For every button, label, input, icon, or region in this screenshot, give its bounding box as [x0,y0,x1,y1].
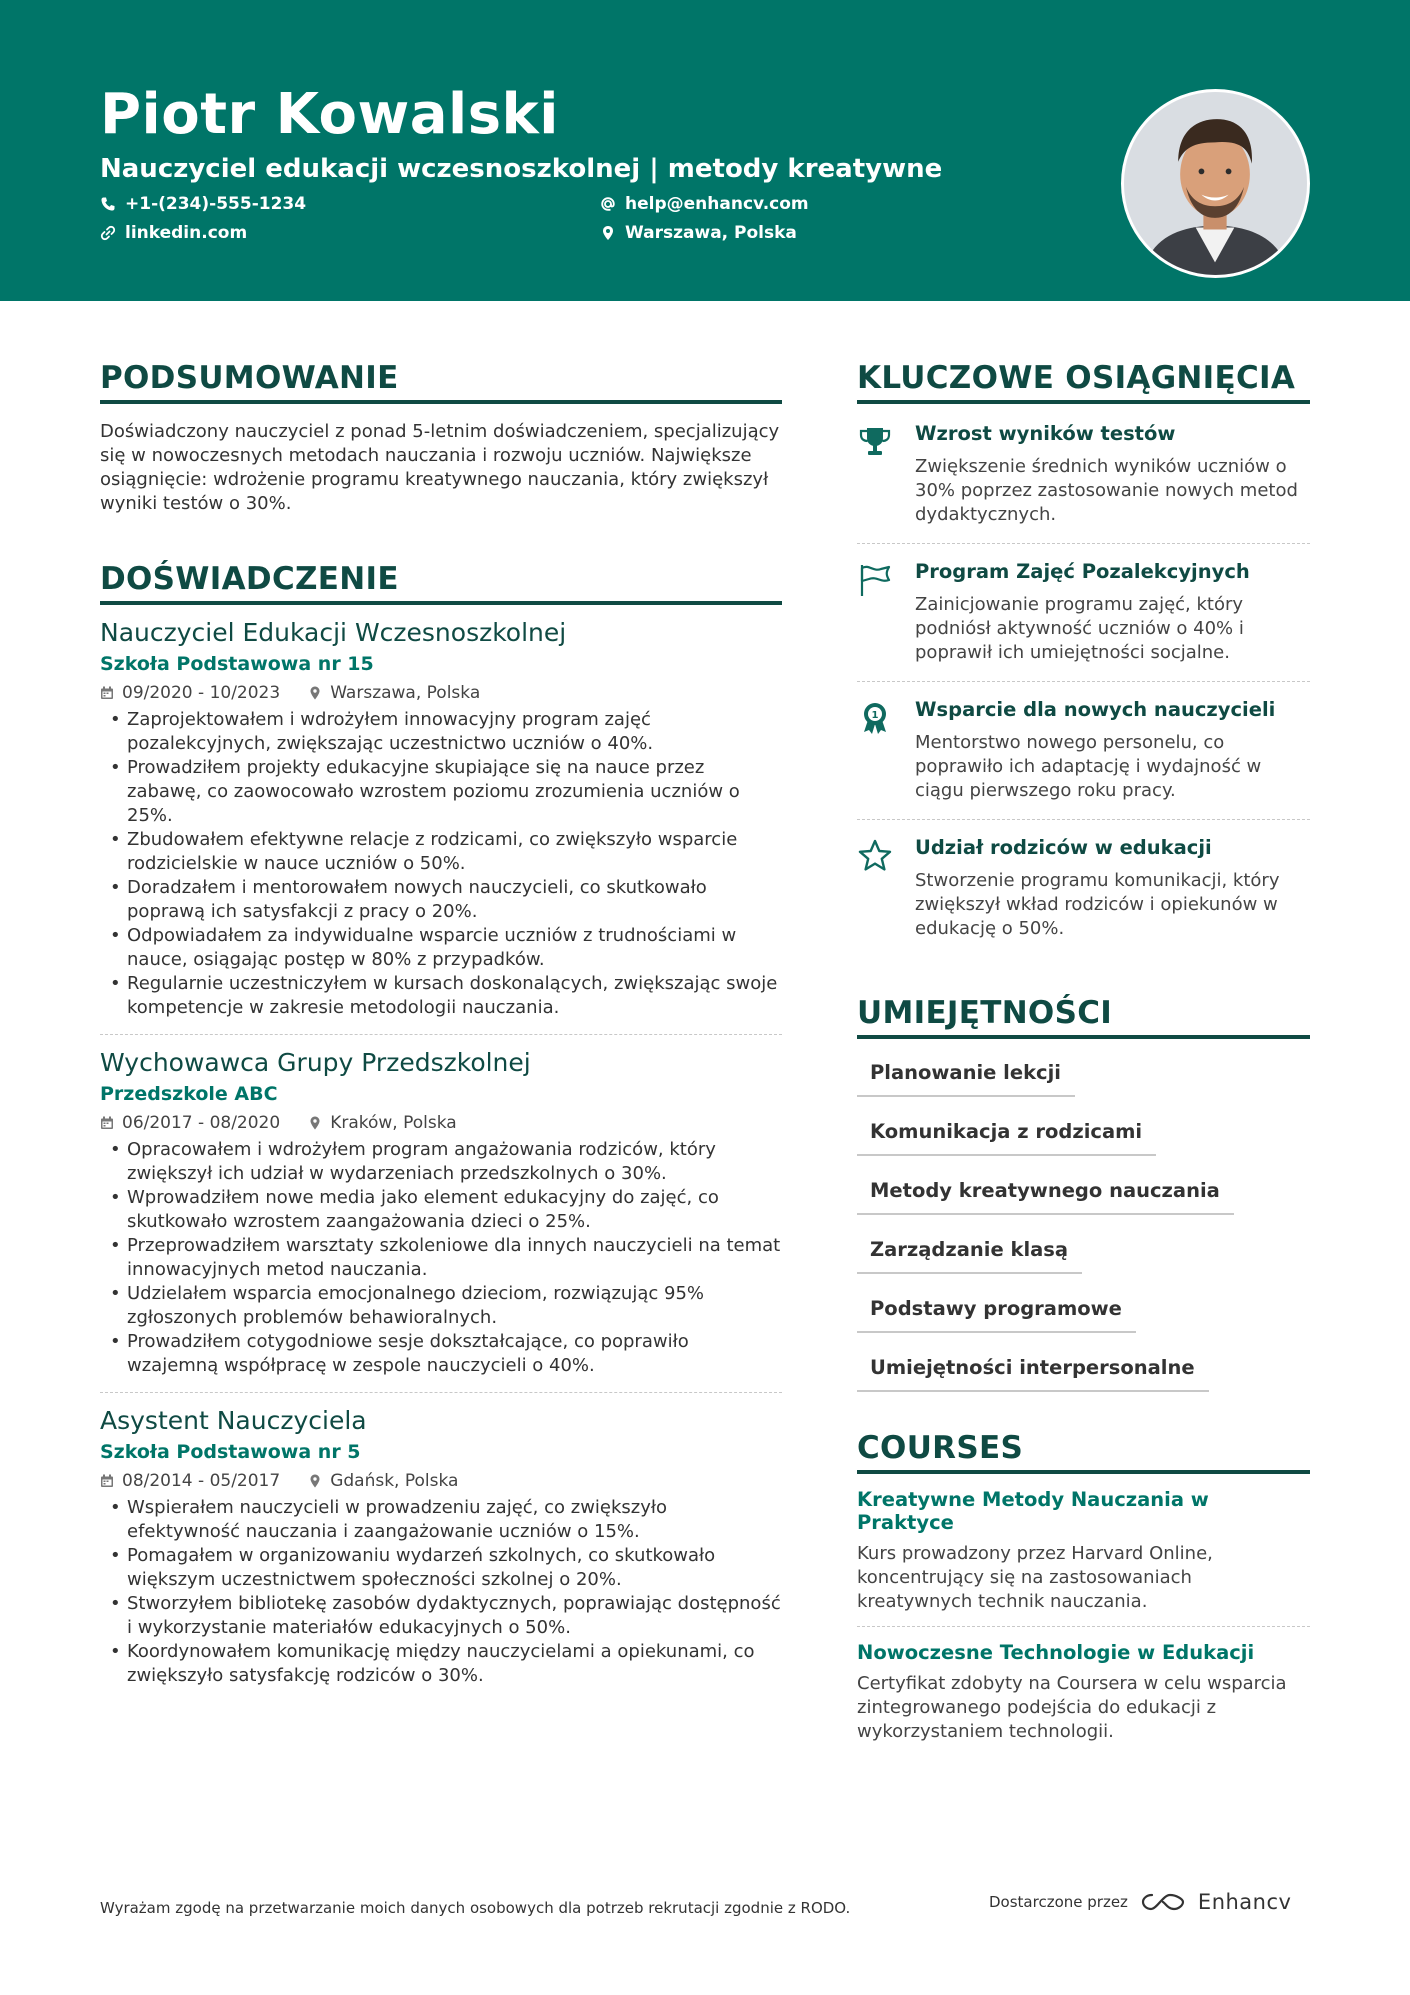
job-location-text: Warszawa, Polska [330,683,481,703]
enhancv-logo-icon [1140,1891,1186,1913]
bullet-item: • Regularnie uczestniczyłem w kursach doskonalących, zwiększając swoje kompetencje w zakresie metodologii nauczania. [100,972,782,1020]
bullet-item: • Przeprowadziłem warsztaty szkoleniowe dla innych nauczycieli na temat innowacyjnych metod nauczania. [100,1234,782,1282]
achievement-desc: Zwiększenie średnich wyników uczniów o 30% poprzez zastosowanie nowych metod dydaktycznych. [915,456,1298,525]
job-dates: 06/2017 - 08/2020 [122,1113,281,1133]
skill-tag: Metody kreatywnego nauczania [857,1171,1234,1215]
brand-name: Enhancv [1197,1890,1292,1914]
achievement-item [857,404,1310,543]
summary-text: Doświadczony nauczyciel z ponad 5-letnim doświadczeniem, specjalizujący się w nowoczesnych metodach nauczania i rozwoju uczniów. Największe osiągnięcie: wdrożenie programu kreatywnego nauczania, który zwiększył wyniki testów o 30%. [100,421,780,514]
job-bullets [100,1138,782,1378]
achievement-title: Program Zajęć Pozalekcyjnych [915,560,1250,583]
achievement-title: Wzrost wyników testów [915,422,1176,445]
powered-by[interactable] [989,1890,1291,1914]
link-icon [100,225,116,241]
bullet-item: • Prowadziłem cotygodniowe sesje dokształcające, co poprawiło wzajemną współpracę w zespole nauczycieli o 40%. [100,1330,782,1378]
bullet-item: • Stworzyłem bibliotekę zasobów dydaktycznych, poprawiając dostępność i wykorzystanie materiałów edukacyjnych o 50%. [100,1592,782,1640]
course-desc: Kurs prowadzony przez Harvard Online, koncentrujący się na zastosowaniach kreatywnych technik nauczania. [857,1543,1213,1612]
header [0,0,1410,301]
achievement-item [857,819,1310,957]
job-location [308,683,480,703]
achievement-icon-wrap [857,422,915,527]
left-column [100,360,782,1702]
bullet-item: • Odpowiadałem za indywidualne wsparcie uczniów z trudnościami w nauce, osiągając postęp w 80% z przypadków. [100,924,782,972]
contact-phone[interactable] [100,194,306,214]
award-icon [857,700,893,736]
bullet-item: • Zbudowałem efektywne relacje z rodzicami, co zwiększyło wsparcie rodzicielskie w nauce uczniów o 50%. [100,828,782,876]
calendar-icon [100,686,114,700]
bullet-item: • Doradzałem i mentorowałem nowych nauczycieli, co skutkowało poprawą ich satysfakcji z pracy o 20%. [100,876,782,924]
email-text: help@enhancv.com [625,194,809,214]
skills-heading: UMIEJĘTNOŚCI [857,995,1310,1039]
phone-icon [100,196,116,212]
job-bullets [100,1496,782,1688]
achievement-item [857,543,1310,681]
company-name: Szkoła Podstawowa nr 5 [100,1441,361,1463]
courses-heading: COURSES [857,1430,1310,1474]
candidate-name: Piotr Kowalski [100,82,559,147]
job-title: Wychowawca Grupy Przedszkolnej [100,1048,531,1077]
job-dates: 09/2020 - 10/2023 [122,683,281,703]
job-location [308,1471,458,1491]
job-meta [100,1113,782,1133]
achievement-icon-wrap [857,698,915,803]
job-meta [100,683,782,703]
achievement-icon-wrap [857,836,915,941]
course-item [857,1474,1310,1626]
phone-text: +1-(234)-555-1234 [125,194,307,214]
job-entry [100,1034,782,1392]
job-location [308,1113,457,1133]
course-title: Nowoczesne Technologie w Edukacji [857,1641,1255,1664]
right-column [857,360,1310,1756]
calendar-icon [100,1116,114,1130]
linkedin-text: linkedin.com [125,223,248,243]
skill-tag: Planowanie lekcji [857,1053,1075,1097]
job-entry [100,605,782,1034]
contact-linkedin[interactable] [100,223,247,243]
skill-tag: Komunikacja z rodzicami [857,1112,1156,1156]
avatar-portrait [1124,92,1307,275]
job-meta [100,1471,782,1491]
profile-photo [1121,89,1310,278]
location-pin-icon [308,686,322,700]
company-name: Szkoła Podstawowa nr 15 [100,653,374,675]
job-bullets [100,708,782,1020]
achievements-heading: KLUCZOWE OSIĄGNIĘCIA [857,360,1310,404]
job-entry [100,1392,782,1702]
achievement-title: Wsparcie dla nowych nauczycieli [915,698,1276,721]
calendar-icon [100,1474,114,1488]
job-title: Nauczyciel Edukacji Wczesnoszkolnej [100,618,567,647]
star-icon [857,838,893,874]
skill-tag: Podstawy programowe [857,1289,1136,1333]
achievement-item [857,681,1310,819]
flag-icon [857,562,893,598]
location-pin-icon [308,1116,322,1130]
bullet-item: • Wspierałem nauczycieli w prowadzeniu zajęć, co zwiększyło efektywność nauczania i zaangażowanie uczniów o 15%. [100,1496,782,1544]
contact-location [600,223,797,243]
course-title: Kreatywne Metody Nauczania w Praktyce [857,1488,1209,1534]
bullet-item: • Wprowadziłem nowe media jako element edukacyjny do zajęć, co skutkowało wzrostem zaangażowania dzieci o 25%. [100,1186,782,1234]
job-title: Asystent Nauczyciela [100,1406,367,1435]
skills-list [857,1053,1310,1392]
location-pin-icon [600,225,616,241]
summary-heading: PODSUMOWANIE [100,360,782,404]
trophy-icon [857,424,893,460]
achievement-desc: Stworzenie programu komunikacji, który zwiększył wkład rodziców i opiekunów w edukację o 50%. [915,870,1280,939]
bullet-item: • Koordynowałem komunikację między nauczycielami a opiekunami, co zwiększyło satysfakcję rodziców o 30%. [100,1640,782,1688]
job-location-text: Kraków, Polska [330,1113,457,1133]
bullet-item: • Udzielałem wsparcia emocjonalnego dzieciom, rozwiązując 95% zgłoszonych problemów behawioralnych. [100,1282,782,1330]
achievement-desc: Zainicjowanie programu zajęć, który podniósł aktywność uczniów o 40% i poprawił ich umiejętności socjalne. [915,594,1244,663]
course-desc: Certyfikat zdobyty na Coursera w celu wsparcia zintegrowanego podejścia do edukacji z wykorzystaniem technologii. [857,1673,1287,1742]
location-pin-icon [308,1474,322,1488]
bullet-item: • Opracowałem i wdrożyłem program angażowania rodziców, który zwiększył ich udział w wydarzeniach przedszkolnych o 30%. [100,1138,782,1186]
headline: Nauczyciel edukacji wczesnoszkolnej | metody kreatywne [100,154,943,184]
skill-tag: Umiejętności interpersonalne [857,1348,1209,1392]
achievement-title: Udział rodziców w edukacji [915,836,1212,859]
course-item [857,1626,1310,1756]
bullet-item: • Pomagałem w organizowaniu wydarzeń szkolnych, co skutkowało większym uczestnictwem społeczności szkolnej o 20%. [100,1544,782,1592]
svg-text:1: 1 [871,710,879,721]
job-location-text: Gdańsk, Polska [330,1471,459,1491]
contact-email[interactable] [600,194,809,214]
experience-heading: DOŚWIADCZENIE [100,561,782,605]
gdpr-consent: Wyrażam zgodę na przetwarzanie moich danych osobowych dla potrzeb rekrutacji zgodnie z RODO. [100,1899,851,1917]
achievement-icon-wrap [857,560,915,665]
location-text: Warszawa, Polska [625,223,797,243]
bullet-item: • Prowadziłem projekty edukacyjne skupiające się na nauce przez zabawę, co zaowocowało wzrostem poziomu zrozumienia uczniów o 25%. [100,756,782,828]
powered-by-label: Dostarczone przez [989,1893,1128,1911]
achievement-desc: Mentorstwo nowego personelu, co poprawiło ich adaptację i wydajność w ciągu pierwszego roku pracy. [915,732,1262,801]
company-name: Przedszkole ABC [100,1083,278,1105]
at-icon [600,196,616,212]
job-dates: 08/2014 - 05/2017 [122,1471,281,1491]
skill-tag: Zarządzanie klasą [857,1230,1082,1274]
bullet-item: • Zaprojektowałem i wdrożyłem innowacyjny program zajęć pozalekcyjnych, zwiększając uczestnictwo uczniów o 40%. [100,708,782,756]
